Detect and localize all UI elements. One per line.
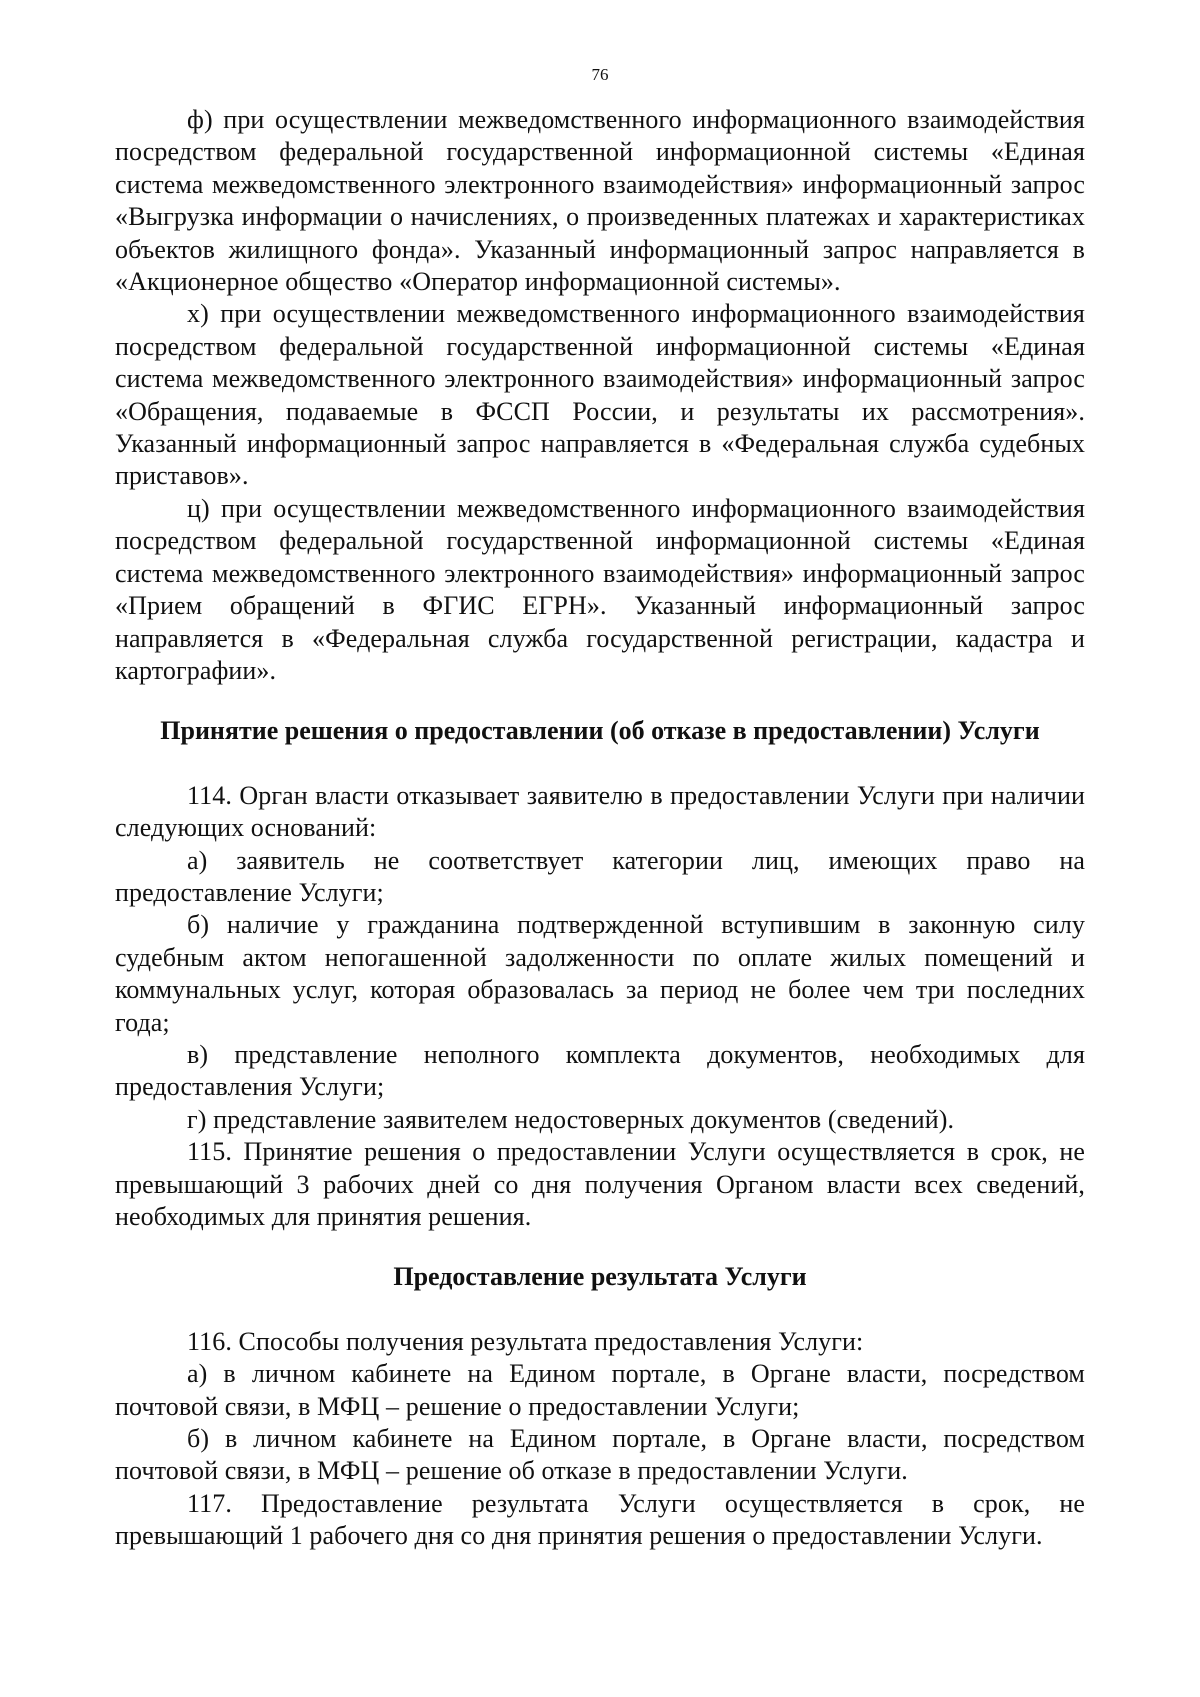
paragraph-114-a: а) заявитель не соответствует категории лиц, имеющих право на предоставление Услуги;: [115, 845, 1085, 907]
page-number: 76: [591, 65, 609, 84]
paragraph-114: 114. Орган власти отказывает заявителю в предоставлении Услуги при наличии следующих оснований:: [115, 780, 1085, 843]
paragraph-kh: х) при осуществлении межведомственного информационного взаимодействия посредством федеральной государственной информационной системы «Единая система межведомственного электронного взаимодействия» информационный запрос «Обращения, подаваемые в ФССП России, и результаты их рассмотрения». Указанный информационный запрос направляется в «Федеральная служба судебных приставов».: [115, 299, 1085, 491]
paragraph-ts: ц) при осуществлении межведомственного информационного взаимодействия посредством федеральной государственной информационной системы «Единая система межведомственного электронного взаимодействия» информационный запрос «Прием обращений в ФГИС ЕГРН». Указанный информационный запрос направляется в «Федеральная служба государственной регистрации, кадастра и картографии».: [115, 493, 1085, 685]
paragraph-116-a: а) в личном кабинете на Едином портале, в Органе власти, посредством почтовой связи, в МФЦ – решение о предоставлении Услуги;: [115, 1359, 1085, 1421]
section-heading-decision: Принятие решения о предоставлении (об отказе в предоставлении) Услуги: [160, 716, 1040, 746]
paragraph-116: 116. Способы получения результата предоставления Услуги:: [187, 1326, 864, 1356]
paragraph-114-g: г) представление заявителем недостоверных документов (сведений).: [187, 1104, 955, 1134]
section-heading-result: Предоставление результата Услуги: [393, 1262, 807, 1292]
paragraph-114-v: в) представление неполного комплекта документов, необходимых для предоставления Услуги;: [115, 1039, 1085, 1102]
paragraph-116-b: б) в личном кабинете на Едином портале, в Органе власти, посредством почтовой связи, в МФЦ – решение об отказе в предоставлении Услуги.: [115, 1424, 1085, 1486]
paragraph-f: ф) при осуществлении межведомственного информационного взаимодействия посредством федеральной государственной информационной системы «Единая система межведомственного электронного взаимодействия» информационный запрос «Выгрузка информации о начислениях, о произведенных платежах и характеристиках объектов жилищного фонда». Указанный информационный запрос направляется в «Акционерное общество «Оператор информационной системы».: [115, 105, 1085, 297]
paragraph-114-b: б) наличие у гражданина подтвержденной вступившим в законную силу судебным актом непогашенной задолженности по оплате жилых помещений и коммунальных услуг, которая образовалась за период не более чем три последних года;: [115, 910, 1085, 1037]
paragraph-117: 117. Предоставление результата Услуги осуществляется в срок, не превышающий 1 рабочего дня со дня принятия решения о предоставлении Услуги.: [115, 1488, 1085, 1551]
paragraph-115: 115. Принятие решения о предоставлении Услуги осуществляется в срок, не превышающий 3 рабочих дней со дня получения Органом власти всех сведений, необходимых для принятия решения.: [115, 1137, 1085, 1231]
